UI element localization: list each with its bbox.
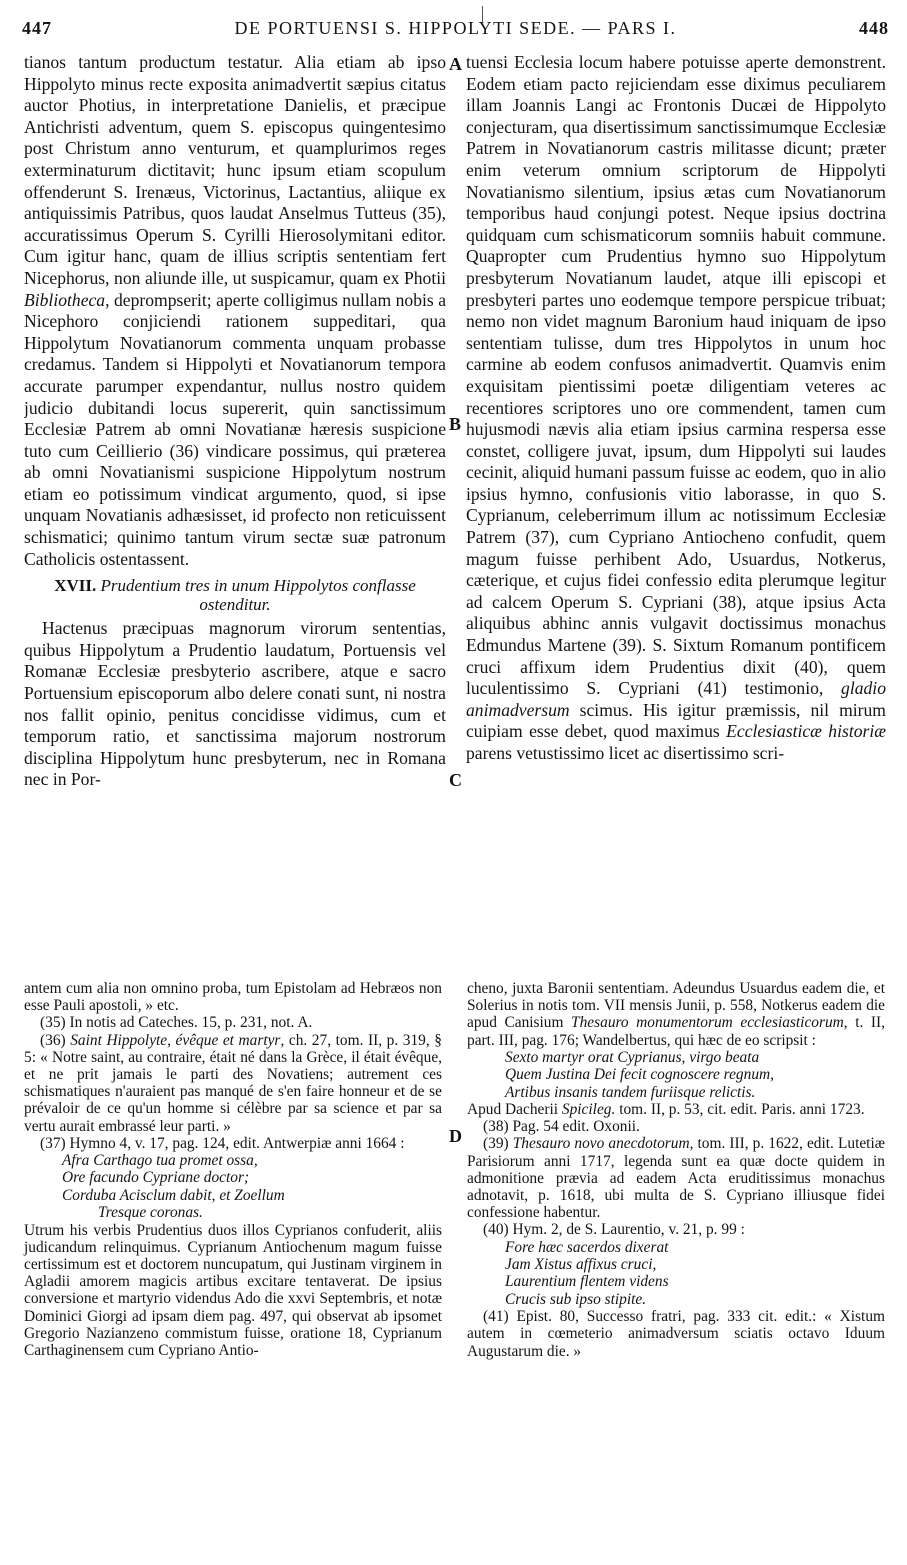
margin-marker-a: A: [449, 54, 462, 74]
right-paragraph-1: [466, 52, 886, 765]
running-title: DE PORTUENSI S. HIPPOLYTI SEDE. — PARS I.: [234, 18, 677, 38]
right-column: [466, 52, 886, 765]
footnote-continuation-left: antem cum alia non omnino proba, tum Epistolam ad Hebræos non esse Pauli apostoli, » etc.: [24, 980, 442, 1015]
footnotes-right-block: [467, 980, 885, 1360]
verse-wandelbertus: [505, 1049, 885, 1101]
footnote-41: (41) Epist. 80, Successo fratri, pag. 333 cit. edit.: « Xistum autem in cœmeterio animadversum sciatis octavo Iduum Augustarum die. »: [467, 1308, 885, 1360]
footnote-continuation-right: [467, 980, 885, 1049]
verse-line: Jam Xistus affixus cruci,: [505, 1256, 657, 1274]
footnote-35: (35) In notis ad Cateches. 15, p. 231, not. A.: [40, 1014, 313, 1032]
footnote-36-text: , ch. 27, tom. II, p. 319, § 5: « Notre saint, au contraire, était né dans la Grèce, il était évêque, et ne prit jamais le parti des Novatiens; autrement ces schismatiques n'auraient pas manqué de s'en faire honneur et de se prévaloir de ce qu'un homme si célèbre par sa science et par sa vertu aurait embrassé leur parti. »: [24, 1031, 442, 1135]
footnote-37-commentary: Utrum his verbis Prudentius duos illos Cyprianos confuderit, aliis judicandum relinquimus. Cyprianum Antiochenum magum fuisse certissimum est et doctorem nuncupatum, qui Justinam virginem in Agladii amorem magicis artibus excitare tentaverat. De ipsius conversione et martyrio videndus Ado die xxvi Septembris, et notæ Dominici Giorgi ad ipsam diem pag. 497, qui observat ab ipsomet Gregorio Nazianzeno commistum fuisse, oratione 18, Cyprianum Carthaginensem cum Cypriano Antio-: [24, 1221, 442, 1360]
continuation-text: cheno, juxta Baronii sententiam. Adeundus Usuardus eadem die, et Solerius in notis tom. VII mensis Junii, p. 558, Notkerus eadem die apud Canisium: [467, 980, 885, 1032]
footnotes-left: [24, 980, 442, 1359]
verse-line: Sexto martyr orat Cyprianus, virgo beata: [505, 1048, 760, 1066]
margin-marker-b: B: [449, 414, 462, 434]
footnote-39-label: (39): [483, 1135, 509, 1153]
left-column-text: [24, 52, 446, 791]
verse-line: Corduba Acisclum dabit, et Zoellum: [62, 1186, 285, 1204]
historiae-phrase: Ecclesiasticæ historiæ: [726, 721, 886, 742]
verse-line: Ore facundo Cypriane doctor;: [62, 1169, 250, 1187]
left-paragraph-2: Hactenus præcipuas magnorum virorum sententias, quibus Hippolytum a Prudentio laudatum, Portuensis vel Romanæ Ecclesiæ presbyterio ascribere, atque e sacro Portuensium episcoporum albo delere conati sunt, ni nostra nos fallit opinio, penitus concidisse vidimus, cum et temporum ratio, et sanctissima majorum nostrorum disciplina Hippolytum hunc presbyterum, nec in Romana nec in Por-: [24, 618, 446, 790]
section-title: Prudentium tres in unum Hippolytos conflasse ostenditur.: [100, 576, 416, 615]
verse-line: Quem Justina Dei fecit cognoscere regnum,: [505, 1066, 774, 1084]
page-number-right: 448: [859, 18, 889, 38]
right-paragraph-1-end: parens vetustissimo licet ac disertissimo scri-: [466, 743, 785, 763]
footnote-40: (40) Hym. 2, de S. Laurentio, v. 21, p. 99 :: [483, 1221, 745, 1239]
continuation-text-end: , t. II, part. III, pag. 176; Wandelbertus, qui hæc de eo scripsit :: [467, 1014, 885, 1049]
verse-prudentius-37: [62, 1152, 442, 1222]
apud-text-end: tom. II, p. 53, cit. edit. Paris. anni 1723.: [619, 1101, 865, 1119]
verse-line: Tresque coronas.: [98, 1204, 203, 1222]
footnote-39-text: , tom. III, p. 1622, edit. Lutetiæ Parisiorum anni 1717, legenda sunt ea quæ docte quidem in admonitione prævia ad eadem Acta eruditissimus monachus adnotavit, p. 1618, ubi multa de S. Cypriano illiusque fidei confessione habentur.: [467, 1135, 885, 1222]
footnote-38: (38) Pag. 54 edit. Oxonii.: [483, 1118, 640, 1136]
running-header: [22, 14, 889, 40]
footnote-39-title: Thesauro novo anecdotorum: [512, 1135, 690, 1153]
verse-line: Afra Carthago tua promet ossa,: [62, 1152, 258, 1170]
footnote-36: [24, 1032, 442, 1135]
apud-text: Apud Dacherii: [467, 1101, 559, 1119]
verse-line: Crucis sub ipso stipite.: [505, 1290, 647, 1308]
left-paragraph-1-text: tianos tantum productum testatur. Alia etiam ab ipso Hippolyto minus recte exposita animadvertit sæpius citatus auctor Photius, in interpretatione Danielis, et præcipue Antichristi adventum, quem S. episcopus quingentesimo post Christum anno venturum, et quamplurimos reges exterminaturum dictitavit; hunc ipsum etiam scopulum offenderunt S. Irenæus, Victorinus, Lactantius, aliique ex antiquissimis Patribus, quos laudat Anselmus Tutteus (35), accuratissimus Operum S. Cyrilli Hierosolymitani editor. Cum igitur hanc, quam de illius scriptis sententiam fert Nicephorus, non aliunde ille, ut suspicamur, quam ex Photii: [24, 52, 446, 288]
footnote-39: [467, 1135, 885, 1221]
apud-dacherii: [467, 1101, 885, 1118]
footnotes-left-block: [24, 980, 442, 1359]
section-heading: [24, 576, 446, 614]
spicileg-title: Spicileg.: [561, 1101, 616, 1119]
right-column-text: [466, 52, 886, 765]
bibliotheca-title: Bibliotheca: [24, 289, 106, 310]
page-number-left: 447: [22, 18, 52, 38]
verse-line: Fore hæc sacerdos dixerat: [505, 1238, 669, 1256]
section-number: XVII.: [54, 576, 97, 596]
thesaurus-title: Thesauro monumentorum ecclesiasticorum: [571, 1014, 844, 1032]
left-paragraph-1: [24, 52, 446, 570]
verse-line: Artibus insanis tandem furiisque relictis.: [505, 1083, 756, 1101]
verse-line: Laurentium flentem videns: [505, 1273, 669, 1291]
right-paragraph-1-text: tuensi Ecclesia locum habere potuisse aperte demonstrent. Eodem etiam pacto rejiciendam esse diximus peculiarem illam Joannis Langi ac Frontonis Ducæi de Hippolyto conjecturam, qua disertissimum sanctissimumque Ecclesiæ Patrem in Novatianorum castris militasse dicunt; præter enim veterum omnium scriptorum de Hippolyti Novatianismo silentium, ipsius ætas cum Novatianorum temporibus haud conjungi potest. Neque ipsius doctrina quidquam cum schismaticorum somniis habuit commune. Quapropter cum Prudentius hymno suo Hippolytum presbyterum Novatianum laudet, atque illi episcopi et presbyteri partes uno eodemque tempore perspicue tribuat; nemo non videt magnum Baronium haud iniquam de ipso sententiam tulisse, dum tres Hippolytos in unum hoc carmine ab eodem confusos animadvertit. Quamvis enim exquisitam pientissimi poetæ diligentiam veteres ac recentiores scriptores uno ore commendent, tamen cum hujusmodi nævis alia etiam ipsius carmina respersa esse constet, colligere juvat, ipsum, dum Hippolyti sui laudes cecinit, aliquid humani passum fuisse ac eodem, quo in alio ipsius hymno, confusionis vitio laborasse, in quo S. Cyprianum, celeberrimum illum ac notissimum Ecclesiæ Patrem (37), cum Cypriano Antiocheno confudit, quem magum fuisse perhibent Ado, Usuardus, Notkerus, cæterique, et cujus fidei confessio edita plerumque legitur ad calcem Operum S. Cypriani (38), atque ipsius Acta aliquibus abhinc annis vulgavit doctissimus monachus Edmundus Martene (39). S. Sixtum Romanum pontificem cruci affixum idem Prudentius dixit (40), quem luculentissimo S. Cypriani (41) testimonio,: [466, 52, 886, 699]
footnotes-right: [467, 980, 885, 1360]
footnote-37: (37) Hymno 4, v. 17, pag. 124, edit. Antwerpiæ anni 1664 :: [40, 1134, 405, 1152]
gladio-phrase: gladio animadversum: [466, 678, 886, 720]
footnote-36-label: (36): [40, 1031, 66, 1049]
left-paragraph-1-end: , deprompserit; aperte colligimus nullam nobis a Nicephoro conjiciendi rationem suppeditari, qua Hippolytum Novatianorum commenta unquam probasse credamus. Tandem si Hippolyti et Novatianorum tempora accurate parumper expendantur, nullus nostro quidem judicio dubitandi locus supererit, quin sanctissimum Ecclesiæ Patrem ab omni Novatianæ hæresis suspicione tuto cum Ceillierio (36) vindicare possimus, qui præterea ab omni Novatianismi suspicione Hippolytum nostrum etiam eo potissimum vindicat argumento, quod, si ipse unquam Novatianis adhæsisset, id profecto non reticuissent schismatici; quinimo tantum virum sectæ suæ patronum Catholicis ostentassent.: [24, 289, 446, 569]
footnote-36-title: Saint Hippolyte, évêque et martyr: [70, 1031, 281, 1049]
right-paragraph-1-mid: scimus. His igitur præmissis, nil mirum cuipiam esse debet, quod maximus: [466, 699, 886, 742]
left-column: [24, 52, 446, 791]
margin-marker-c: C: [449, 770, 462, 790]
verse-laurentio: [505, 1239, 885, 1309]
margin-marker-d: D: [449, 1126, 462, 1146]
